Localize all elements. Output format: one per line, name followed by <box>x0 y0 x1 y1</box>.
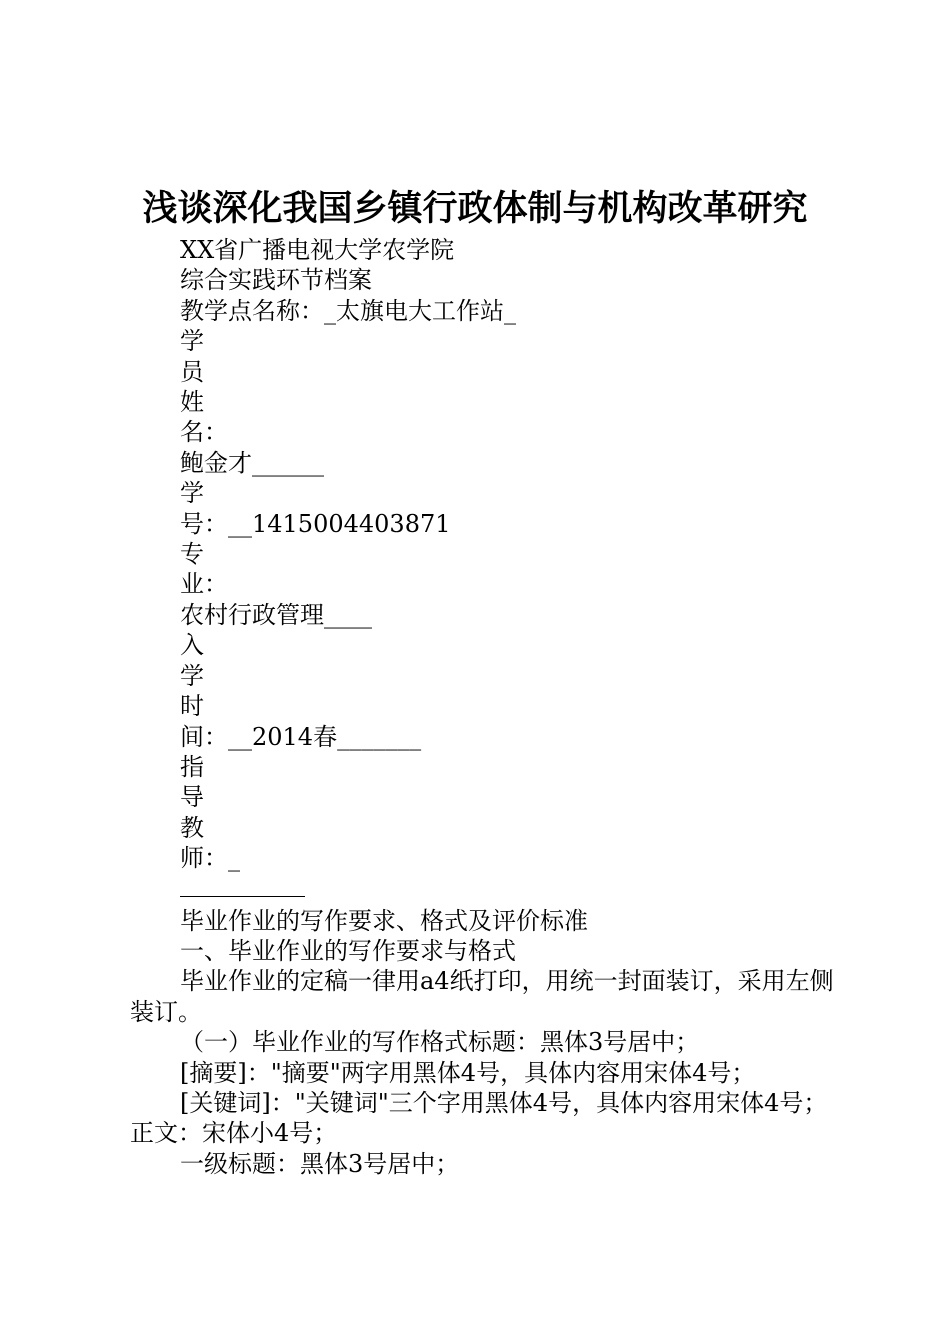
paragraph: （一）毕业作业的写作格式标题：黑体3号居中； <box>180 1028 700 1057</box>
major-label-char: 专 <box>180 540 204 569</box>
student-name-label-char: 名： <box>180 418 228 447</box>
advisor-value: 师：_ <box>180 844 240 873</box>
student-name-label-char: 学 <box>180 327 204 356</box>
paragraph: 一级标题：黑体3号居中； <box>180 1149 460 1178</box>
section-heading: 毕业作业的写作要求、格式及评价标准 <box>180 906 588 935</box>
advisor-label-char: 指 <box>180 752 204 781</box>
enroll-time-label-char: 学 <box>180 661 204 690</box>
paragraph: 毕业作业的定稿一律用a4纸打印，用统一封面装订，采用左侧装订。 <box>130 967 834 1026</box>
university-line: XX省广播电视大学农学院 <box>180 236 455 264</box>
advisor-label-char: 导 <box>180 783 204 812</box>
student-name-label-char: 姓 <box>180 388 204 417</box>
enroll-time-label-char: 入 <box>180 631 204 660</box>
student-name-label-char: 员 <box>180 357 204 386</box>
student-id-value: 号：__1415004403871 <box>180 509 451 538</box>
student-name-value: 鲍金才______ <box>180 448 324 477</box>
major-value: 农村行政管理____ <box>180 600 372 629</box>
enroll-time-label-char: 时 <box>180 692 204 721</box>
advisor-blank-underline <box>180 874 305 897</box>
advisor-label-char: 教 <box>180 813 204 842</box>
paragraph: [关键词]："关键词"三个字用黑体4号，具体内容用宋体4号；正文：宋体小4号； <box>130 1088 828 1148</box>
paragraph: [摘要]："摘要"两字用黑体4号，具体内容用宋体4号； <box>180 1058 756 1087</box>
document-body <box>130 235 835 1179</box>
major-label-char: 业： <box>180 570 228 599</box>
document-title: 浅谈深化我国乡镇行政体制与机构改革研究 <box>142 188 808 229</box>
subheading: 一、毕业作业的写作要求与格式 <box>180 936 516 965</box>
student-id-label-char: 学 <box>180 479 204 508</box>
enroll-time-value: 间：__2014春_______ <box>180 722 422 751</box>
archive-line: 综合实践环节档案 <box>180 266 372 295</box>
teaching-site-line: 教学点名称：_太旗电大工作站_ <box>180 296 516 325</box>
